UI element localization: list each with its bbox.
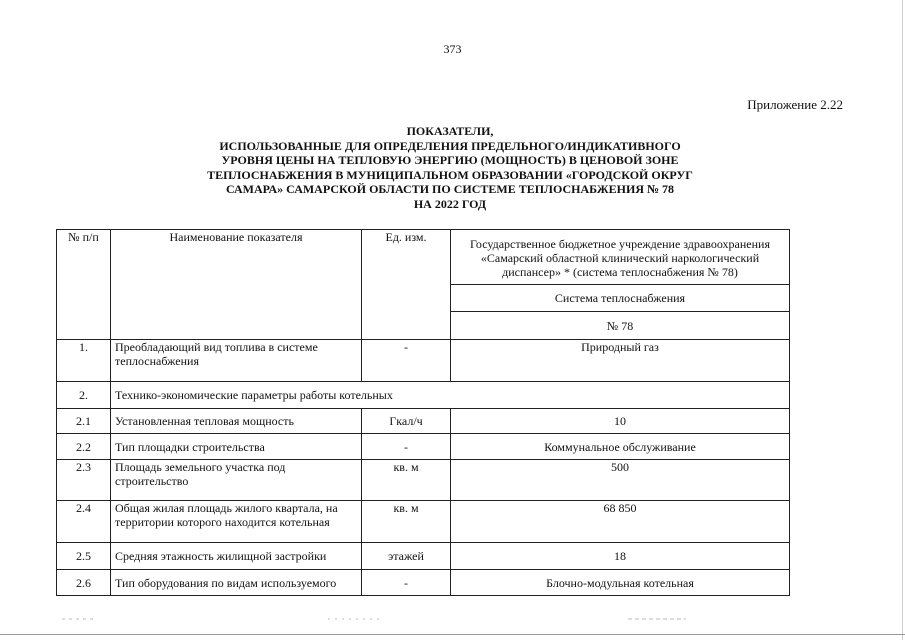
table-row <box>57 409 790 434</box>
row-number: 2.5 <box>57 543 111 570</box>
table-row <box>57 382 790 409</box>
title-line: ПОКАЗАТЕЛИ, <box>406 124 494 138</box>
row-number: 2.1 <box>57 409 111 434</box>
row-name: Средняя этажность жилищной застройки <box>111 543 362 570</box>
table-row <box>57 460 790 501</box>
page-edge <box>902 0 903 640</box>
row-value: 500 <box>451 460 790 501</box>
row-name: Тип оборудования по видам используемого <box>111 570 362 596</box>
row-unit: кв. м <box>362 460 451 501</box>
document-title <box>150 124 750 212</box>
row-number: 2.2 <box>57 434 111 460</box>
row-value: 68 850 <box>451 501 790 543</box>
row-unit: - <box>362 340 451 382</box>
row-name: Установленная тепловая мощность <box>111 409 362 434</box>
row-value: Блочно-модульная котельная <box>451 570 790 596</box>
row-unit: кв. м <box>362 501 451 543</box>
title-line: ТЕПЛОСНАБЖЕНИЯ В МУНИЦИПАЛЬНОМ ОБРАЗОВАНИИ «ГОРОДСКОЙ ОКРУГ <box>207 167 693 182</box>
row-value: Природный газ <box>451 340 790 382</box>
row-name: Преобладающий вид топлива в системе теплоснабжения <box>111 340 362 382</box>
header-system-label: Система теплоснабжения <box>451 285 790 312</box>
title-line: НА 2022 ГОД <box>413 196 487 211</box>
row-value: 10 <box>451 409 790 434</box>
table-row <box>57 340 790 382</box>
header-name: Наименование показателя <box>111 230 362 340</box>
table-row <box>57 543 790 570</box>
header-row <box>57 230 790 285</box>
row-number: 2.6 <box>57 570 111 596</box>
row-number: 2.3 <box>57 460 111 501</box>
row-number: 2.4 <box>57 501 111 543</box>
title-line: САМАРА» САМАРСКОЙ ОБЛАСТИ ПО СИСТЕМЕ ТЕПЛОСНАБЖЕНИЯ № 78 <box>225 182 675 197</box>
page-number: 373 <box>443 42 462 56</box>
section-name: Технико-экономические параметры работы котельных <box>111 382 790 409</box>
row-name: Площадь земельного участка под строительство <box>111 460 362 501</box>
table-row <box>57 501 790 543</box>
row-value: 18 <box>451 543 790 570</box>
title-line: ИСПОЛЬЗОВАННЫЕ ДЛЯ ОПРЕДЕЛЕНИЯ ПРЕДЕЛЬНОГО/ИНДИКАТИВНОГО <box>219 138 681 153</box>
row-unit: Гкал/ч <box>362 409 451 434</box>
title-line: УРОВНЯ ЦЕНЫ НА ТЕПЛОВУЮ ЭНЕРГИЮ (МОЩНОСТЬ) В ЦЕНОВОЙ ЗОНЕ <box>221 153 679 168</box>
appendix-label: Приложение 2.22 <box>747 97 843 112</box>
row-unit: этажей <box>362 543 451 570</box>
table-row <box>57 570 790 596</box>
header-system-number: № 78 <box>451 312 790 340</box>
bottom-rule <box>0 634 905 635</box>
header-number: № п/п <box>57 230 111 340</box>
row-number: 1. <box>57 340 111 382</box>
row-number: 2. <box>57 382 111 409</box>
row-name: Общая жилая площадь жилого квартала, на территории которого находится котельная <box>111 501 362 543</box>
header-unit: Ед. изм. <box>362 230 451 340</box>
row-unit: - <box>362 434 451 460</box>
indicators-table <box>56 229 790 596</box>
row-value: Коммунальное обслуживание <box>451 434 790 460</box>
row-unit: - <box>362 570 451 596</box>
header-organization: Государственное бюджетное учреждение здравоохранения «Самарский областной клинический наркологический диспансер» * (система теплоснабжения № 78) <box>451 230 790 285</box>
row-name: Тип площадки строительства <box>111 434 362 460</box>
table-row <box>57 434 790 460</box>
scan-artifact-marks <box>0 614 905 624</box>
